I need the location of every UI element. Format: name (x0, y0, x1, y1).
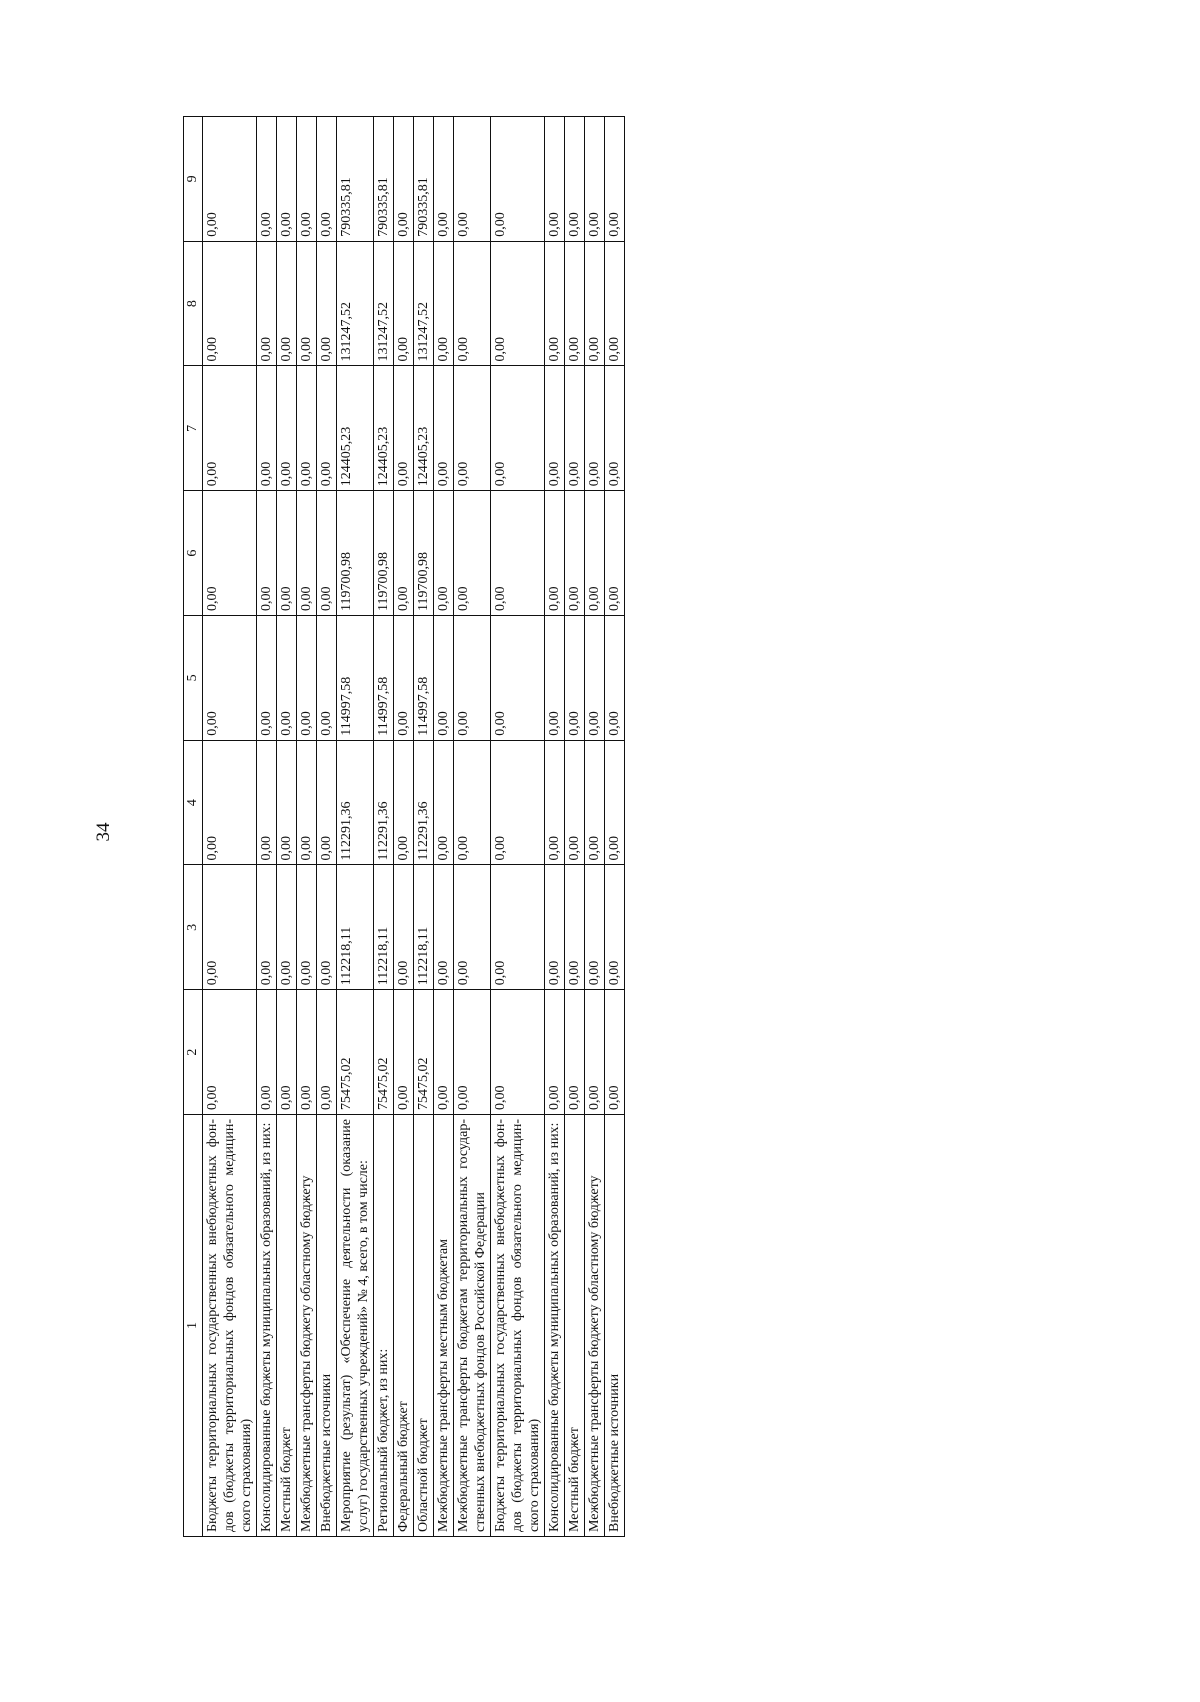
value-cell: 0,00 (394, 740, 414, 865)
table-row (605, 117, 625, 1537)
value-cell: 0,00 (297, 865, 317, 990)
table-row (337, 117, 374, 1537)
value-cell: 0,00 (605, 491, 625, 616)
table-row (565, 117, 585, 1537)
row-label: Федеральный бюджет (394, 1115, 414, 1537)
value-cell: 0,00 (434, 990, 454, 1115)
table-row (414, 117, 434, 1537)
value-cell: 119700,98 (414, 491, 434, 616)
value-cell: 124405,23 (374, 366, 394, 491)
value-cell: 0,00 (491, 865, 545, 990)
value-cell: 0,00 (257, 990, 277, 1115)
column-header: 5 (184, 616, 203, 741)
column-header: 3 (184, 865, 203, 990)
value-cell: 0,00 (605, 740, 625, 865)
value-cell: 0,00 (297, 616, 317, 741)
table-row (374, 117, 394, 1537)
value-cell: 0,00 (434, 865, 454, 990)
value-cell: 0,00 (605, 117, 625, 242)
value-cell: 0,00 (434, 491, 454, 616)
value-cell: 0,00 (277, 865, 297, 990)
value-cell: 0,00 (434, 616, 454, 741)
table-row (434, 117, 454, 1537)
table-row (491, 117, 545, 1537)
value-cell: 114997,58 (414, 616, 434, 741)
row-label: Бюджеты территориальных государственных внебюджетных фон-дов (бюджеты территориальных фондов обязательного медицин-ского страхования) (203, 1115, 257, 1537)
table-row (454, 117, 491, 1537)
value-cell: 0,00 (257, 740, 277, 865)
value-cell: 790335,81 (414, 117, 434, 242)
row-label: Региональный бюджет, из них: (374, 1115, 394, 1537)
value-cell: 124405,23 (337, 366, 374, 491)
value-cell: 0,00 (317, 241, 337, 366)
value-cell: 0,00 (203, 740, 257, 865)
value-cell: 75475,02 (374, 990, 394, 1115)
budget-table (183, 116, 625, 1537)
value-cell: 0,00 (454, 366, 491, 491)
value-cell: 0,00 (585, 241, 605, 366)
value-cell: 0,00 (605, 865, 625, 990)
value-cell: 0,00 (203, 491, 257, 616)
value-cell: 0,00 (203, 616, 257, 741)
value-cell: 0,00 (434, 366, 454, 491)
value-cell: 0,00 (277, 366, 297, 491)
value-cell: 112218,11 (374, 865, 394, 990)
row-label: Консолидированные бюджеты муниципальных образований, из них: (257, 1115, 277, 1537)
value-cell: 0,00 (454, 117, 491, 242)
value-cell: 0,00 (277, 117, 297, 242)
column-header: 6 (184, 491, 203, 616)
value-cell: 0,00 (565, 241, 585, 366)
value-cell: 131247,52 (337, 241, 374, 366)
value-cell: 0,00 (317, 491, 337, 616)
value-cell: 131247,52 (414, 241, 434, 366)
value-cell: 0,00 (394, 491, 414, 616)
page-number: 34 (93, 822, 114, 842)
value-cell: 0,00 (297, 990, 317, 1115)
value-cell: 0,00 (585, 990, 605, 1115)
value-cell: 0,00 (545, 865, 565, 990)
value-cell: 0,00 (434, 241, 454, 366)
row-label: Областной бюджет (414, 1115, 434, 1537)
value-cell: 0,00 (491, 117, 545, 242)
value-cell: 0,00 (565, 117, 585, 242)
value-cell: 0,00 (545, 616, 565, 741)
rotated-table-wrapper (183, 117, 783, 1537)
value-cell: 0,00 (317, 740, 337, 865)
value-cell: 0,00 (454, 865, 491, 990)
row-label: Бюджеты территориальных государственных внебюджетных фон-дов (бюджеты территориальных фондов обязательного медицин-ского страхования) (491, 1115, 545, 1537)
value-cell: 790335,81 (374, 117, 394, 242)
value-cell: 0,00 (585, 616, 605, 741)
value-cell: 0,00 (394, 865, 414, 990)
value-cell: 0,00 (394, 366, 414, 491)
value-cell: 0,00 (394, 616, 414, 741)
value-cell: 0,00 (297, 117, 317, 242)
value-cell: 0,00 (565, 616, 585, 741)
table-row (545, 117, 565, 1537)
value-cell: 0,00 (491, 491, 545, 616)
value-cell: 0,00 (545, 990, 565, 1115)
value-cell: 0,00 (605, 990, 625, 1115)
row-label: Внебюджетные источники (605, 1115, 625, 1537)
value-cell: 0,00 (605, 366, 625, 491)
value-cell: 0,00 (203, 990, 257, 1115)
row-label: Внебюджетные источники (317, 1115, 337, 1537)
value-cell: 0,00 (297, 491, 317, 616)
value-cell: 0,00 (317, 990, 337, 1115)
value-cell: 112291,36 (337, 740, 374, 865)
value-cell: 0,00 (565, 366, 585, 491)
value-cell: 0,00 (394, 117, 414, 242)
row-label: Межбюджетные трансферты бюджету областному бюджету (585, 1115, 605, 1537)
value-cell: 75475,02 (337, 990, 374, 1115)
value-cell: 0,00 (585, 491, 605, 616)
value-cell: 0,00 (434, 117, 454, 242)
value-cell: 0,00 (545, 740, 565, 865)
value-cell: 0,00 (317, 366, 337, 491)
value-cell: 0,00 (491, 990, 545, 1115)
value-cell: 0,00 (277, 241, 297, 366)
row-label: Межбюджетные трансферты бюджету областному бюджету (297, 1115, 317, 1537)
value-cell: 0,00 (394, 241, 414, 366)
value-cell: 0,00 (203, 117, 257, 242)
value-cell: 0,00 (203, 865, 257, 990)
table-row (257, 117, 277, 1537)
row-label: Межбюджетные трансферты бюджетам территориальных государ-ственных внебюджетных фондов Российской Федерации (454, 1115, 491, 1537)
table-row (317, 117, 337, 1537)
value-cell: 0,00 (491, 740, 545, 865)
column-header: 9 (184, 117, 203, 242)
value-cell: 112218,11 (414, 865, 434, 990)
value-cell: 0,00 (585, 865, 605, 990)
column-header: 2 (184, 990, 203, 1115)
value-cell: 0,00 (454, 241, 491, 366)
row-label: Мероприятие (результат) «Обеспечение деятельности (оказание услуг) государственных учреждений» № 4, всего, в том числе: (337, 1115, 374, 1537)
value-cell: 0,00 (434, 740, 454, 865)
value-cell: 0,00 (454, 990, 491, 1115)
value-cell: 0,00 (317, 865, 337, 990)
value-cell: 0,00 (257, 241, 277, 366)
table-body (203, 117, 625, 1537)
table-row (394, 117, 414, 1537)
table-row (585, 117, 605, 1537)
value-cell: 0,00 (317, 117, 337, 242)
value-cell: 0,00 (297, 366, 317, 491)
column-header: 7 (184, 366, 203, 491)
value-cell: 0,00 (454, 491, 491, 616)
value-cell: 0,00 (585, 117, 605, 242)
value-cell: 790335,81 (337, 117, 374, 242)
value-cell: 0,00 (585, 740, 605, 865)
value-cell: 0,00 (317, 616, 337, 741)
value-cell: 0,00 (394, 990, 414, 1115)
value-cell: 0,00 (565, 491, 585, 616)
value-cell: 0,00 (454, 740, 491, 865)
value-cell: 0,00 (277, 740, 297, 865)
value-cell: 112291,36 (374, 740, 394, 865)
value-cell: 0,00 (491, 241, 545, 366)
value-cell: 0,00 (565, 990, 585, 1115)
value-cell: 0,00 (203, 366, 257, 491)
value-cell: 75475,02 (414, 990, 434, 1115)
value-cell: 0,00 (257, 366, 277, 491)
value-cell: 0,00 (257, 865, 277, 990)
value-cell: 112218,11 (337, 865, 374, 990)
column-header: 8 (184, 241, 203, 366)
value-cell: 0,00 (605, 616, 625, 741)
row-label: Местный бюджет (565, 1115, 585, 1537)
value-cell: 0,00 (203, 241, 257, 366)
value-cell: 0,00 (491, 616, 545, 741)
value-cell: 114997,58 (374, 616, 394, 741)
value-cell: 112291,36 (414, 740, 434, 865)
value-cell: 0,00 (297, 241, 317, 366)
row-label: Межбюджетные трансферты местным бюджетам (434, 1115, 454, 1537)
value-cell: 0,00 (257, 491, 277, 616)
value-cell: 0,00 (545, 241, 565, 366)
value-cell: 0,00 (545, 117, 565, 242)
value-cell: 0,00 (491, 366, 545, 491)
value-cell: 0,00 (545, 491, 565, 616)
value-cell: 0,00 (454, 616, 491, 741)
value-cell: 0,00 (277, 491, 297, 616)
value-cell: 119700,98 (337, 491, 374, 616)
value-cell: 0,00 (257, 616, 277, 741)
column-header: 1 (184, 1115, 203, 1537)
value-cell: 0,00 (565, 740, 585, 865)
value-cell: 124405,23 (414, 366, 434, 491)
value-cell: 0,00 (297, 740, 317, 865)
value-cell: 0,00 (605, 241, 625, 366)
table-row (203, 117, 257, 1537)
value-cell: 114997,58 (337, 616, 374, 741)
column-header: 4 (184, 740, 203, 865)
row-label: Консолидированные бюджеты муниципальных образований, из них: (545, 1115, 565, 1537)
table-row (297, 117, 317, 1537)
value-cell: 0,00 (545, 366, 565, 491)
value-cell: 0,00 (257, 117, 277, 242)
value-cell: 131247,52 (374, 241, 394, 366)
value-cell: 0,00 (277, 990, 297, 1115)
table-row (277, 117, 297, 1537)
value-cell: 0,00 (565, 865, 585, 990)
table-header-row (184, 117, 203, 1537)
value-cell: 119700,98 (374, 491, 394, 616)
row-label: Местный бюджет (277, 1115, 297, 1537)
value-cell: 0,00 (277, 616, 297, 741)
value-cell: 0,00 (585, 366, 605, 491)
